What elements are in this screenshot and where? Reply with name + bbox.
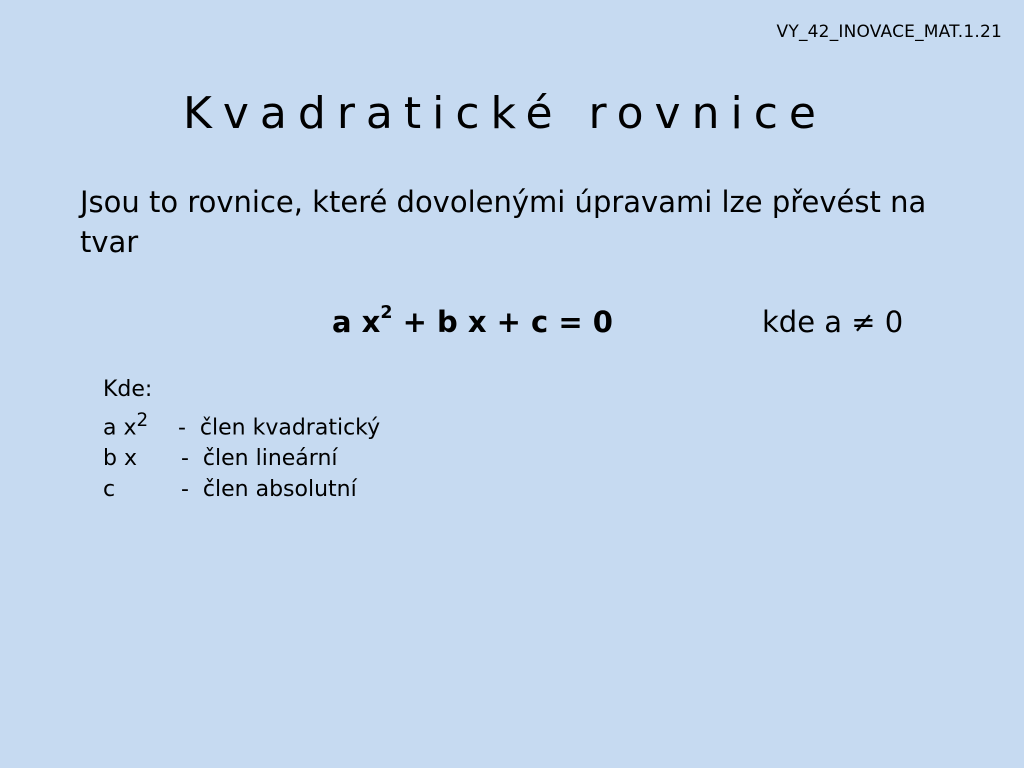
definitions-list xyxy=(103,374,380,505)
definition-row-linear xyxy=(103,443,380,474)
slide-code: VY_42_INOVACE_MAT.1.21 xyxy=(776,22,1002,42)
definition-description: - člen kvadratický xyxy=(178,415,381,441)
definition-description: - člen absolutní xyxy=(181,477,357,503)
term-text: c xyxy=(103,477,116,503)
definition-term xyxy=(103,443,181,474)
definitions-heading: Kde: xyxy=(103,377,153,402)
quadratic-formula xyxy=(332,305,613,339)
definition-term xyxy=(103,474,181,505)
slide-title: Kvadratické rovnice xyxy=(183,88,827,139)
formula-exponent: 2 xyxy=(380,303,393,323)
definition-description: - člen lineární xyxy=(181,446,338,472)
formula-condition: kde a ≠ 0 xyxy=(762,305,904,339)
term-text: a x xyxy=(103,415,137,441)
term-exponent: 2 xyxy=(136,410,149,431)
intro-text: Jsou to rovnice, které dovolenými úpravami lze převést na tvar xyxy=(80,185,927,259)
definition-row-quadratic xyxy=(103,405,380,443)
formula-part-1: a x xyxy=(332,305,381,339)
formula-part-2: + b x + c = 0 xyxy=(392,305,613,339)
definition-term xyxy=(103,405,178,443)
term-text: b x xyxy=(103,446,137,472)
definition-row-absolute xyxy=(103,474,380,505)
